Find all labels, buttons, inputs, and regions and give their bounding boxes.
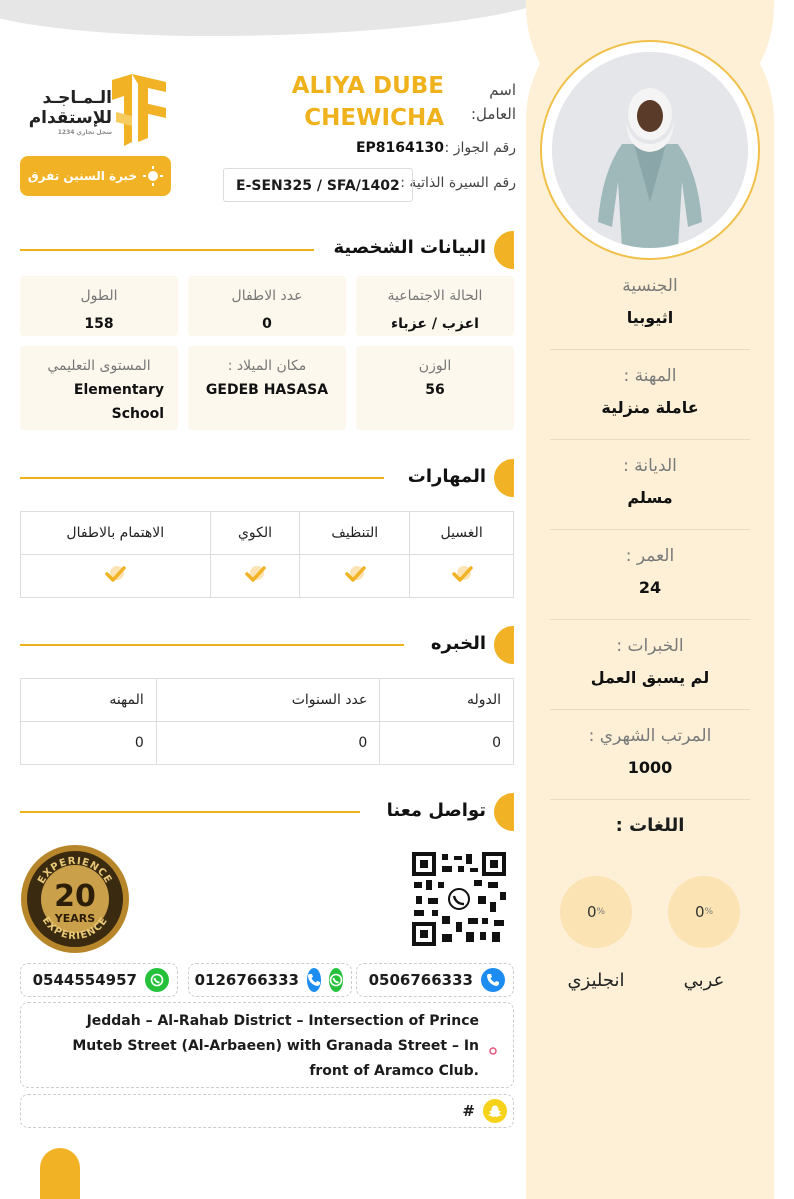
experience-summary-field bbox=[550, 636, 750, 687]
logo-text-bottom: للإستقدام bbox=[28, 108, 112, 128]
experience-seal bbox=[20, 844, 130, 954]
religion-label: الديانة : bbox=[623, 456, 677, 476]
badge-label: خبرة السنين تفرق bbox=[27, 169, 138, 183]
experience-cell-profession: 0 bbox=[21, 722, 157, 765]
weight-label: الوزن bbox=[418, 358, 452, 374]
seal-top-word: EXPERIENCE bbox=[36, 855, 114, 886]
cv-number-box: E-SEN325 / SFA/1402 bbox=[223, 168, 413, 202]
age-field bbox=[550, 546, 750, 597]
section-divider-line bbox=[20, 477, 384, 479]
section-divider-line bbox=[20, 644, 404, 646]
skills-section-title: المهارات bbox=[407, 466, 486, 487]
sidebar-divider bbox=[550, 619, 750, 620]
salary-value: 1000 bbox=[627, 758, 673, 777]
phone-contact-1[interactable] bbox=[356, 963, 514, 997]
worker-name: ALIYA DUBE CHEWICHA bbox=[291, 73, 444, 131]
passport-label: رقم الجواز : bbox=[444, 140, 516, 156]
nationality-field bbox=[550, 276, 750, 327]
height-label: الطول bbox=[80, 288, 118, 304]
profession-label: المهنة : bbox=[623, 366, 677, 386]
english-level-unit: % bbox=[596, 907, 606, 917]
phone-number-3: 0544554957 bbox=[32, 971, 137, 989]
check-icon bbox=[244, 563, 266, 585]
language-english-name: انجليزي bbox=[567, 970, 625, 991]
sparkle-icon bbox=[143, 166, 163, 186]
skill-cell bbox=[210, 555, 300, 598]
experience-badge-button[interactable] bbox=[20, 156, 171, 196]
logo-text-top: الـمـاجـد bbox=[42, 88, 112, 108]
check-icon bbox=[451, 563, 473, 585]
birthplace-value: GEDEB HASASA bbox=[205, 382, 329, 398]
name-label: اسم العامل: bbox=[471, 81, 516, 123]
phone-contact-3[interactable] bbox=[20, 963, 178, 997]
phone-icon bbox=[307, 968, 321, 992]
marital-status-card bbox=[356, 276, 514, 336]
check-icon bbox=[104, 563, 126, 585]
skill-cell bbox=[300, 555, 410, 598]
marital-status-value: اعزب / عزباء bbox=[391, 316, 479, 332]
experience-summary-value: لم يسبق العمل bbox=[590, 668, 710, 687]
nationality-value: اثيوبيا bbox=[626, 308, 674, 327]
religion-field bbox=[550, 456, 750, 507]
seal-bottom-word: EXPERIENCE bbox=[39, 915, 111, 943]
whatsapp-icon bbox=[329, 968, 343, 992]
language-arabic-name: عربي bbox=[683, 970, 725, 991]
height-card bbox=[20, 276, 178, 336]
profession-field bbox=[550, 366, 750, 417]
seal-middle-word: YEARS bbox=[54, 912, 96, 925]
bottom-tab-marker bbox=[40, 1148, 80, 1199]
whatsapp-icon bbox=[145, 968, 169, 992]
contact-section-title: تواصل معنا bbox=[386, 800, 486, 821]
children-count-card bbox=[188, 276, 346, 336]
address-box bbox=[20, 1002, 514, 1088]
location-pin-icon bbox=[489, 1047, 497, 1055]
seal-icon bbox=[20, 844, 130, 954]
children-count-label: عدد الاطفال bbox=[231, 288, 303, 304]
birthplace-card bbox=[188, 346, 346, 430]
address-text: Jeddah – Al-Rahab District – Intersection of Prince Muteb Street (Al-Arbaeen) with Granada Street – In front of Aramco Club. bbox=[72, 1013, 479, 1079]
skill-header-washing: الغسيل bbox=[410, 512, 514, 555]
phone-contact-2[interactable] bbox=[188, 963, 352, 997]
skill-cell bbox=[410, 555, 514, 598]
check-icon bbox=[344, 563, 366, 585]
skills-table bbox=[20, 511, 514, 598]
arabic-level-value: 0 bbox=[694, 903, 705, 921]
phone-number-2: 0126766333 bbox=[194, 971, 299, 989]
education-card bbox=[20, 346, 178, 430]
experience-summary-label: الخبرات : bbox=[616, 636, 684, 656]
religion-value: مسلم bbox=[627, 488, 673, 507]
salary-label: المرتب الشهري : bbox=[588, 726, 712, 746]
weight-card bbox=[356, 346, 514, 430]
worker-photo bbox=[552, 52, 748, 248]
logo-subtext: سجل تجاري 1234 bbox=[57, 129, 112, 136]
language-arabic-level bbox=[668, 876, 740, 948]
weight-value: 56 bbox=[425, 382, 445, 398]
skill-header-ironing: الكوي bbox=[210, 512, 300, 555]
section-tab-marker bbox=[494, 231, 514, 269]
birthplace-label: مكان الميلاد : bbox=[227, 358, 307, 374]
skill-header-cleaning: التنظيف bbox=[300, 512, 410, 555]
marital-status-label: الحالة الاجتماعية bbox=[387, 288, 483, 304]
experience-cell-country: 0 bbox=[380, 722, 514, 765]
skill-header-childcare: الاهتمام بالاطفال bbox=[21, 512, 211, 555]
language-english-level bbox=[560, 876, 632, 948]
section-tab-marker bbox=[494, 459, 514, 497]
education-value: Elementary School bbox=[73, 382, 164, 422]
section-divider-line bbox=[20, 249, 314, 251]
seal-number: 20 bbox=[54, 879, 96, 914]
phone-number-1: 0506766333 bbox=[368, 971, 473, 989]
arabic-level-unit: % bbox=[704, 907, 714, 917]
passport-number: EP8164130 bbox=[355, 140, 444, 156]
personal-section-title: البيانات الشخصية bbox=[333, 237, 486, 258]
phone-icon bbox=[481, 968, 505, 992]
sidebar-divider bbox=[550, 799, 750, 800]
age-value: 24 bbox=[638, 578, 662, 597]
worker-photo-illustration bbox=[552, 52, 748, 248]
languages-title: اللغات : bbox=[615, 815, 685, 836]
experience-header-years: عدد السنوات bbox=[156, 679, 380, 722]
experience-cell-years: 0 bbox=[156, 722, 380, 765]
qr-code[interactable] bbox=[412, 852, 506, 946]
sidebar-divider bbox=[550, 439, 750, 440]
sidebar-divider bbox=[550, 349, 750, 350]
experience-header-profession: المهنه bbox=[21, 679, 157, 722]
profession-value: عاملة منزلية bbox=[601, 398, 699, 417]
cv-number-label: رقم السيرة الذاتية : bbox=[400, 175, 516, 191]
section-tab-marker bbox=[494, 793, 514, 831]
english-level-value: 0 bbox=[586, 903, 597, 921]
salary-field bbox=[550, 726, 750, 777]
snapchat-handle: # bbox=[462, 1102, 475, 1120]
sidebar-divider bbox=[550, 709, 750, 710]
section-tab-marker bbox=[494, 626, 514, 664]
company-logo bbox=[20, 72, 170, 152]
age-label: العمر : bbox=[625, 546, 675, 566]
sidebar-divider bbox=[550, 529, 750, 530]
height-value: 158 bbox=[84, 316, 114, 332]
snapchat-contact[interactable] bbox=[20, 1094, 514, 1128]
qr-code-icon bbox=[412, 852, 506, 946]
experience-table bbox=[20, 678, 514, 765]
header-swoosh bbox=[0, 0, 580, 36]
skill-cell bbox=[21, 555, 211, 598]
experience-section-title: الخبره bbox=[430, 633, 486, 654]
children-count-value: 0 bbox=[262, 316, 272, 332]
nationality-label: الجنسية bbox=[622, 276, 678, 296]
snapchat-icon bbox=[483, 1099, 507, 1123]
education-label: المستوى التعليمي bbox=[47, 358, 151, 374]
experience-header-country: الدوله bbox=[380, 679, 514, 722]
section-divider-line bbox=[20, 811, 360, 813]
